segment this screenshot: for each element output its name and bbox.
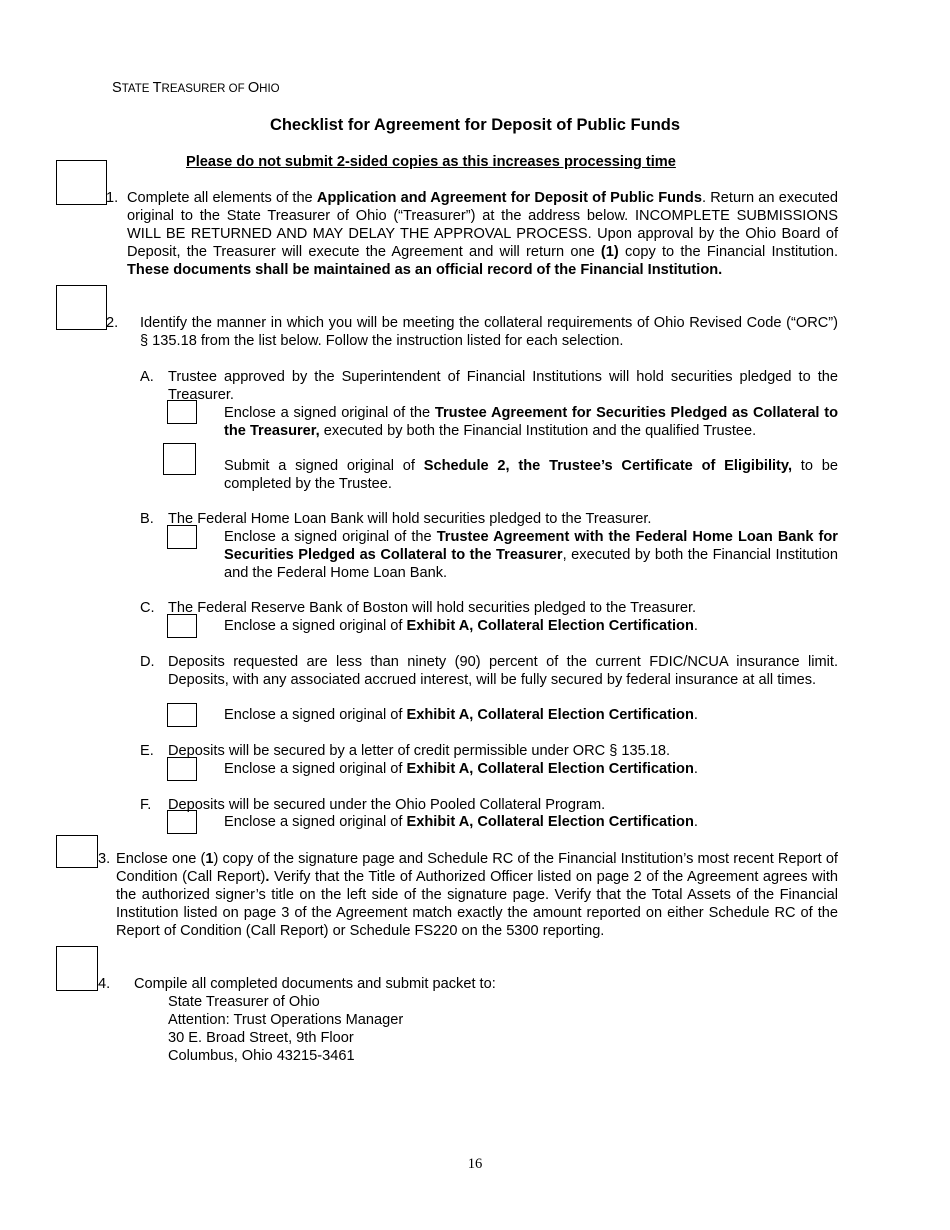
option-f-enclosure-text: Enclose a signed original of Exhibit A, Collateral Election Certification. (224, 814, 698, 830)
mailing-address (168, 993, 668, 1065)
address-line: Columbus, Ohio 43215-3461 (168, 1048, 355, 1064)
option-b-enclosure-text: Enclose a signed original of the Trustee Agreement with the Federal Home Loan Bank for Securities Pledged as Collateral to the Treasurer, executed by both the Financial Institution and the Federal Home Loan Bank. (224, 529, 838, 581)
option-a-schedule-2-checkbox[interactable] (163, 443, 196, 475)
option-c-letter: C. (140, 600, 155, 616)
option-e-enclosure-text: Enclose a signed original of Exhibit A, Collateral Election Certification. (224, 761, 698, 777)
option-e-text: Deposits will be secured by a letter of credit permissible under ORC § 135.18. (168, 743, 671, 759)
item-3-checkbox[interactable] (56, 835, 98, 868)
notice-text: Please do not submit 2-sided copies as this increases processing time (186, 154, 676, 170)
item-3-text: Enclose one (1) copy of the signature page and Schedule RC of the Financial Institution’s most recent Report of Condition (Call Report). Verify that the Title of Authorized Officer listed on page 2 of the Agreement agrees with the authorized signer’s title on the left side of the signature page. Verify that the Total Assets of the Financial Institution listed on page 3 of the Agreement match exactly the amount reported on either Schedule RC of the Report of Condition (Call Report) or Schedule FS220 on the 5300 reporting. (116, 851, 838, 939)
option-f-text: Deposits will be secured under the Ohio Pooled Collateral Program. (168, 797, 606, 813)
item-1-number: 1. (106, 190, 119, 206)
option-f-checkbox[interactable] (167, 810, 197, 834)
option-a-trustee-agreement-text: Enclose a signed original of the Trustee Agreement for Securities Pledged as Collateral to the Treasurer, executed by both the Financial Institution and the qualified Trustee. (224, 405, 838, 439)
option-a-schedule-2-text: Submit a signed original of Schedule 2, the Trustee’s Certificate of Eligibility, to be completed by the Trustee. (224, 458, 838, 492)
item-2-checkbox[interactable] (56, 285, 107, 330)
option-b-checkbox[interactable] (167, 525, 197, 549)
option-c-enclosure-text: Enclose a signed original of Exhibit A, Collateral Election Certification. (224, 618, 698, 634)
item-4-text: Compile all completed documents and submit packet to: (134, 976, 496, 992)
item-3-number: 3. (98, 851, 111, 867)
item-1-text: Complete all elements of the Application and Agreement for Deposit of Public Funds. Return an executed original to the State Treasurer of Ohio (“Treasurer”) at the address below. INCOMPLETE SUBMISSIONS WILL BE RETURNED AND MAY DELAY THE APPROVAL PROCESS. Upon approval by the Ohio Board of Deposit, the Treasurer will execute the Agreement and will return one (1) copy to the Financial Institution. These documents shall be maintained as an official record of the Financial Institution. (127, 190, 838, 278)
item-1-checkbox[interactable] (56, 160, 107, 205)
option-d-text: Deposits requested are less than ninety (90) percent of the current FDIC/NCUA insurance limit. Deposits, with any associated accrued interest, will be fully secured by federal insurance at all times. (168, 654, 838, 688)
address-line: 30 E. Broad Street, 9th Floor (168, 1030, 354, 1046)
option-a-letter: A. (140, 369, 154, 385)
option-d-letter: D. (140, 654, 155, 670)
option-d-enclosure-text: Enclose a signed original of Exhibit A, Collateral Election Certification. (224, 707, 698, 723)
option-e-letter: E. (140, 743, 154, 759)
option-a-trustee-agreement-checkbox[interactable] (167, 400, 197, 424)
item-2-text: Identify the manner in which you will be meeting the collateral requirements of Ohio Revised Code (“ORC”) § 135.18 from the list below. Follow the instruction listed for each selection. (140, 315, 838, 349)
item-4-checkbox[interactable] (56, 946, 98, 991)
page-number: 16 (467, 1156, 483, 1172)
option-e-checkbox[interactable] (167, 757, 197, 781)
option-d-checkbox[interactable] (167, 703, 197, 727)
address-line: State Treasurer of Ohio (168, 994, 320, 1010)
address-line: Attention: Trust Operations Manager (168, 1012, 404, 1028)
option-a-text: Trustee approved by the Superintendent of Financial Institutions will hold securities pledged to the Treasurer. (168, 369, 838, 403)
option-f-letter: F. (140, 797, 152, 813)
item-4-number: 4. (98, 976, 111, 992)
option-b-text: The Federal Home Loan Bank will hold securities pledged to the Treasurer. (168, 511, 652, 527)
option-b-letter: B. (140, 511, 154, 527)
organization-header: STATE TREASURER OF OHIO (112, 80, 280, 96)
item-2-number: 2. (106, 315, 119, 331)
option-c-text: The Federal Reserve Bank of Boston will hold securities pledged to the Treasurer. (168, 600, 697, 616)
page-title: Checklist for Agreement for Deposit of Public Funds (269, 116, 681, 134)
option-c-checkbox[interactable] (167, 614, 197, 638)
